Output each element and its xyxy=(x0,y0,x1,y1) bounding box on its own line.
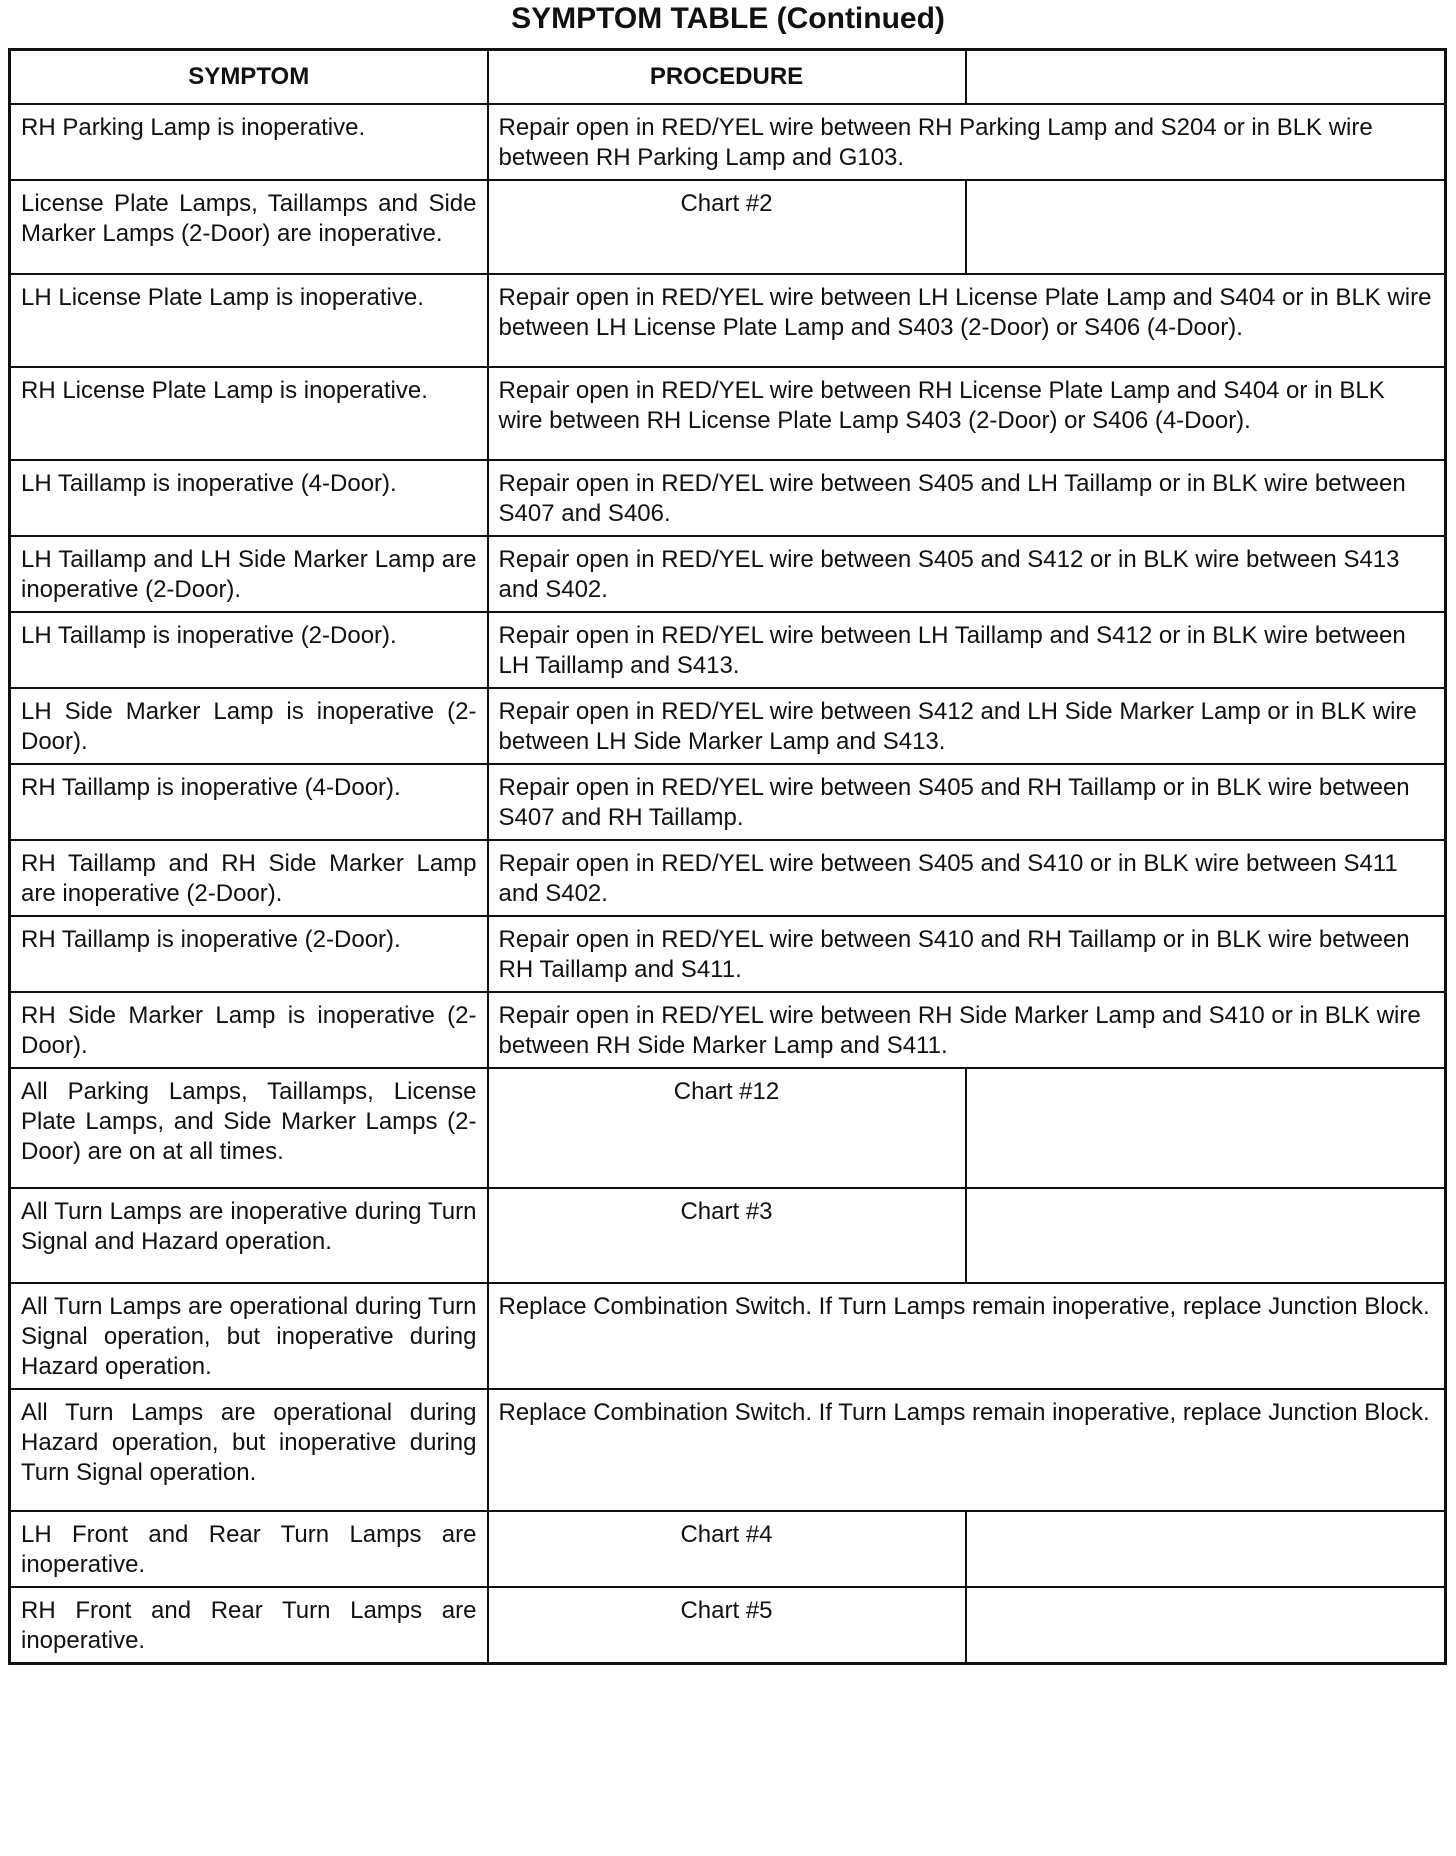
table-header-row xyxy=(10,50,1446,104)
header-extra xyxy=(966,50,1446,104)
symptom-cell: License Plate Lamps, Taillamps and Side Marker Lamps (2-Door) are inoperative. xyxy=(10,180,488,274)
page-title: SYMPTOM TABLE (Continued) xyxy=(511,2,945,35)
procedure-cell: Repair open in RED/YEL wire between S405 and S412 or in BLK wire between S413 and S402. xyxy=(488,536,1446,612)
empty-cell xyxy=(966,1587,1446,1664)
table-row xyxy=(10,916,1446,992)
symptom-cell: LH Taillamp is inoperative (4-Door). xyxy=(10,460,488,536)
table-row xyxy=(10,992,1446,1068)
procedure-cell: Replace Combination Switch. If Turn Lamps remain inoperative, replace Junction Block. xyxy=(488,1389,1446,1511)
procedure-chart-cell: Chart #12 xyxy=(488,1068,966,1188)
table-row xyxy=(10,764,1446,840)
empty-cell xyxy=(966,1511,1446,1587)
procedure-cell: Repair open in RED/YEL wire between S405 and RH Taillamp or in BLK wire between S407 and RH Taillamp. xyxy=(488,764,1446,840)
procedure-cell: Repair open in RED/YEL wire between S405 and S410 or in BLK wire between S411 and S402. xyxy=(488,840,1446,916)
procedure-cell: Repair open in RED/YEL wire between S410 and RH Taillamp or in BLK wire between RH Taillamp and S411. xyxy=(488,916,1446,992)
procedure-cell: Repair open in RED/YEL wire between S405 and LH Taillamp or in BLK wire between S407 and S406. xyxy=(488,460,1446,536)
table-row xyxy=(10,612,1446,688)
procedure-cell: Repair open in RED/YEL wire between RH Side Marker Lamp and S410 or in BLK wire between RH Side Marker Lamp and S411. xyxy=(488,992,1446,1068)
symptom-cell: LH Front and Rear Turn Lamps are inoperative. xyxy=(10,1511,488,1587)
table-row xyxy=(10,1587,1446,1664)
symptom-cell: RH Taillamp is inoperative (4-Door). xyxy=(10,764,488,840)
procedure-chart-cell: Chart #2 xyxy=(488,180,966,274)
symptom-cell: All Parking Lamps, Taillamps, License Plate Lamps, and Side Marker Lamps (2-Door) are on at all times. xyxy=(10,1068,488,1188)
procedure-chart-cell: Chart #3 xyxy=(488,1188,966,1283)
symptom-cell: All Turn Lamps are inoperative during Turn Signal and Hazard operation. xyxy=(10,1188,488,1283)
symptom-cell: All Turn Lamps are operational during Hazard operation, but inoperative during Turn Signal operation. xyxy=(10,1389,488,1511)
table-row xyxy=(10,460,1446,536)
symptom-cell: RH License Plate Lamp is inoperative. xyxy=(10,367,488,460)
table-row xyxy=(10,367,1446,460)
procedure-cell: Repair open in RED/YEL wire between LH License Plate Lamp and S404 or in BLK wire between LH License Plate Lamp and S403 (2-Door) or S406 (4-Door). xyxy=(488,274,1446,367)
symptom-table xyxy=(8,48,1447,1665)
table-row xyxy=(10,1283,1446,1389)
table-body xyxy=(10,104,1446,1664)
table-row xyxy=(10,1389,1446,1511)
symptom-cell: LH License Plate Lamp is inoperative. xyxy=(10,274,488,367)
empty-cell xyxy=(966,1188,1446,1283)
procedure-cell: Repair open in RED/YEL wire between RH License Plate Lamp and S404 or in BLK wire between RH License Plate Lamp S403 (2-Door) or S406 (4-Door). xyxy=(488,367,1446,460)
table-row xyxy=(10,1068,1446,1188)
procedure-cell: Repair open in RED/YEL wire between LH Taillamp and S412 or in BLK wire between LH Taillamp and S413. xyxy=(488,612,1446,688)
symptom-cell: RH Parking Lamp is inoperative. xyxy=(10,104,488,180)
symptom-cell: RH Taillamp and RH Side Marker Lamp are inoperative (2-Door). xyxy=(10,840,488,916)
symptom-cell: All Turn Lamps are operational during Turn Signal operation, but inoperative during Hazard operation. xyxy=(10,1283,488,1389)
header-symptom: SYMPTOM xyxy=(10,50,488,104)
table-row xyxy=(10,536,1446,612)
symptom-cell: RH Front and Rear Turn Lamps are inoperative. xyxy=(10,1587,488,1664)
symptom-cell: RH Side Marker Lamp is inoperative (2-Door). xyxy=(10,992,488,1068)
procedure-chart-cell: Chart #4 xyxy=(488,1511,966,1587)
table-row xyxy=(10,1511,1446,1587)
table-row xyxy=(10,274,1446,367)
symptom-cell: RH Taillamp is inoperative (2-Door). xyxy=(10,916,488,992)
empty-cell xyxy=(966,180,1446,274)
table-row xyxy=(10,104,1446,180)
symptom-cell: LH Side Marker Lamp is inoperative (2-Door). xyxy=(10,688,488,764)
symptom-cell: LH Taillamp and LH Side Marker Lamp are inoperative (2-Door). xyxy=(10,536,488,612)
procedure-cell: Repair open in RED/YEL wire between RH Parking Lamp and S204 or in BLK wire between RH Parking Lamp and G103. xyxy=(488,104,1446,180)
header-procedure: PROCEDURE xyxy=(488,50,966,104)
table-row xyxy=(10,688,1446,764)
procedure-cell: Repair open in RED/YEL wire between S412 and LH Side Marker Lamp or in BLK wire between LH Side Marker Lamp and S413. xyxy=(488,688,1446,764)
empty-cell xyxy=(966,1068,1446,1188)
table-row xyxy=(10,1188,1446,1283)
procedure-chart-cell: Chart #5 xyxy=(488,1587,966,1664)
symptom-cell: LH Taillamp is inoperative (2-Door). xyxy=(10,612,488,688)
procedure-cell: Replace Combination Switch. If Turn Lamps remain inoperative, replace Junction Block. xyxy=(488,1283,1446,1389)
table-row xyxy=(10,840,1446,916)
table-row xyxy=(10,180,1446,274)
